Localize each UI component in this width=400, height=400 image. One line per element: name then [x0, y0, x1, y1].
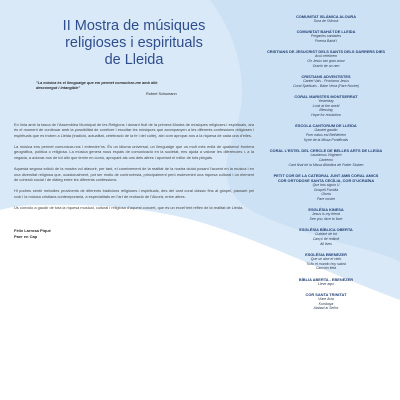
quote-author: Robert Schumann [146, 92, 177, 97]
piece-title: Alabad al Señor [313, 306, 339, 311]
piece-title: Lléve aqui [318, 281, 334, 286]
title-line-2: religioses i espirituals [65, 35, 203, 51]
program-entry [262, 148, 390, 167]
ensemble-name-line: ESGLÉSIA BÍBLICA OBERTA [299, 227, 353, 233]
piece-title: Gloria [321, 192, 331, 197]
piece-title: Coral Spirituals - Babe Vena (Pare Nostre) [292, 83, 359, 88]
piece-title: Oh Jesús tan gran amor [307, 59, 345, 63]
intro-paragraph: Aquesta segona edició de la mostra vol afavorir, per tant, el coneixement de la realitat de la nostra ciutat posant l’accent en la música i en una diversitat religiosa que, ocasionalment, pot ser motiu de controvèrsia, principalment però esdevenint una riquesa cultural i un element de cohesió social i de diàleg entre les diferents confessions. [14, 165, 254, 183]
piece-title: Hope for resolution [311, 113, 341, 118]
piece-title: All lives [320, 241, 332, 246]
quote-line-1: "La música és el llenguatge que em permet comunicar-me amb allò [36, 81, 158, 85]
program-entry [262, 252, 390, 271]
ensemble-name-line: CORAL MARISTES MONTSERRAT [294, 94, 358, 99]
program-column [262, 14, 390, 317]
piece-title: Cançó de redimit [312, 236, 340, 241]
signature [14, 228, 254, 240]
intro-column [14, 18, 254, 240]
ensemble-name-line: ESCOLA CANTORUM DE LLEIDA [295, 123, 357, 129]
intro-paragraph: En línia amb la tasca de l’Assemblea Municipal de les Religions i donant fruit de la primera Mostra de músiques religioses i espirituals, ara és el moment de continuar amb la possibilitat de conèixer i escoltar les músiques que acompanyen a les diferents confessions religioses i espirituals que es troben a Lleida (tradició, actualitat, celebració de la fe i del culte), així com apropar-nos a la riquesa de cada una d’elles. [14, 121, 254, 138]
piece-title: Cantemo [318, 157, 334, 162]
intro-paragraph: Us convido a gaudir de tota la riquesa musical, cultural i religiosa d’aquest concert, que és un excel·lent reflex de la realitat de Lleida. [14, 204, 244, 210]
quote-line-2: desconegut i intangible" [36, 86, 81, 91]
piece-title: Puer natus est Bethlehem [305, 133, 347, 138]
piece-title: Kumbaya [318, 301, 334, 306]
ensemble-name-line: COR SANTA TRINITAT [305, 291, 347, 297]
piece-title: Pare nostre [316, 196, 336, 201]
ensemble-name-line: BÍBLIA ABERTA - EBENEZER [298, 276, 354, 282]
ensemble-name-line: COR ORTODOXE SANTA CECÍLIA, COR D’UCRAÏNA [277, 177, 375, 183]
piece-title: Look at the world [312, 103, 340, 108]
signature-role: Paer en Cap [14, 234, 38, 240]
ensemble-name-line: CRISTIANS DE JESUCRIST DELS SANTS DELS DARRERS DIES [266, 49, 386, 55]
ensemble-name-line: COMUNITAT ISLÀMICA ALOURA [295, 14, 357, 19]
piece-title: Blessing [319, 108, 333, 113]
piece-title: Avui celebrem [314, 54, 338, 59]
piece-title: Laudamus Virginem [310, 153, 342, 158]
program-entry [262, 14, 390, 24]
piece-title: Que se alce el cielo [310, 256, 342, 261]
piece-title: Viare Avia [318, 296, 334, 301]
title-line-1: II Mostra de músiques [62, 18, 206, 34]
piece-title: Cuidaré de tot [315, 232, 337, 237]
intro-paragraph: La música ens permet comunicar-nos i entendre’ns. És un idioma universal, un llenguatge que va molt més enllà de qualsevol frontera geogràfica, política o religiosa. La música genera nous espais de comunicació en la societat, ens ajuda a valorar les diferències i, a la vegada, a adonar-nos de tot allò que tenim en comú, apropant als uns dels altres i aportant el millor de tots plegats. [14, 143, 254, 160]
ensemble-name-line: PETIT COR DE LA CATEDRAL JUNT AMB CORAL AMICS [273, 172, 379, 178]
piece-title: Cantet Vals - Proclama Jesús [303, 79, 349, 83]
epigraph-quote [36, 81, 236, 98]
program-entry [262, 29, 390, 43]
ensemble-name-line: CRISTIANS ADVENTISTES [301, 74, 351, 79]
piece-title: Poema Bahá’í [315, 39, 337, 43]
program-entry [262, 94, 390, 118]
program-entry [262, 292, 390, 311]
piece-title: Kyrie de la Missa Pontificalis [303, 137, 349, 142]
piece-title: Pregaries cantades [310, 34, 342, 39]
program-entry [262, 277, 390, 287]
piece-title: Que tots siguin U [312, 182, 340, 187]
ensemble-name-line: CORAL L’ESTEL DEL CERCLE DE BELLES ARTS DE LLEIDA [269, 148, 383, 154]
piece-title: Gaudet gaudio [314, 128, 338, 133]
piece-title: Tú/tu el mundo hoy sabrá [306, 261, 346, 266]
piece-title: Jesus is my friend [311, 212, 340, 217]
program-entry [262, 207, 390, 221]
intro-text [14, 122, 254, 211]
program-entry [262, 49, 390, 68]
intro-paragraph: Hi podreu sentir melodies provinents de diferents tradicions religioses i espirituals, des del cant coral clàssic fins al gòspel, passant pel rock i la música cristiana contemporània, a especialitats en l’art de recitació de l’Alcorà, entre altres. [14, 188, 254, 199]
program-entry [262, 227, 390, 246]
program-entry [262, 173, 390, 202]
ensemble-name-line: COMUNITAT BAHÁ’Í DE LLEIDA [296, 29, 356, 35]
piece-title: Sura de l’Alcorà [313, 19, 339, 23]
ensemble-name-line: ESGLÉSIA KINESA [308, 207, 344, 213]
ensemble-name [262, 173, 390, 183]
page-title [18, 18, 250, 69]
piece-title: Yesterday [318, 99, 334, 103]
piece-title: See you, face to face [309, 216, 343, 221]
piece-title: Canción fiela [315, 266, 337, 271]
program-entry [262, 123, 390, 142]
piece-title: Gospell Família [313, 187, 339, 192]
program-entry [262, 74, 390, 88]
piece-title: Cant final de la Missa Atlàntica de Frater Stuben [288, 162, 364, 167]
title-line-3: de Lleida [104, 52, 164, 68]
ensemble-name-line: ESGLÉSIA EBENEZER [305, 251, 347, 257]
piece-title: Oració de un nen [312, 63, 340, 68]
signature-name: Fèlix Larrosa Piqué [14, 228, 51, 234]
